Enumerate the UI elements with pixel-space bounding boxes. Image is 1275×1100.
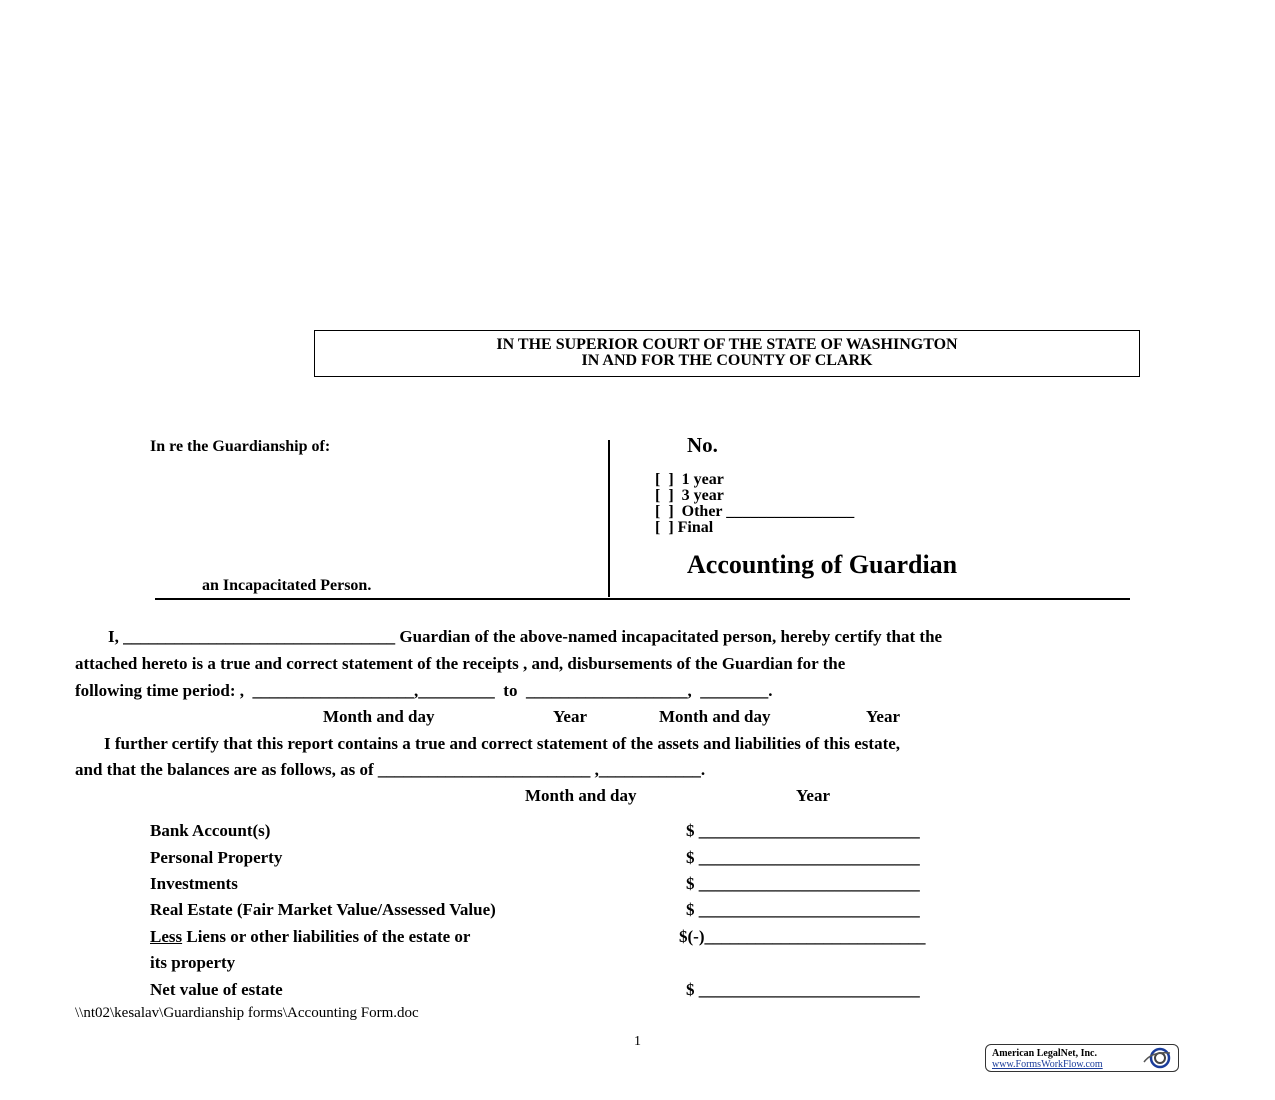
court-county-line: IN AND FOR THE COUNTY OF CLARK	[581, 352, 873, 369]
asset-amount-personal[interactable]: $ __________________________	[686, 848, 920, 867]
label-month-day-asof: Month and day	[525, 786, 637, 805]
document-title: Accounting of Guardian	[687, 550, 958, 579]
asset-amount-bank[interactable]: $ __________________________	[686, 821, 920, 840]
label-month-day-to: Month and day	[659, 707, 771, 726]
publisher-logo	[985, 1044, 1179, 1072]
certify-line-1: I, ________________________________ Guardian of the above-named incapacitated person, hereby certify that the	[108, 627, 943, 646]
file-path: \\nt02\kesalav\Guardianship forms\Accounting Form.doc	[75, 1005, 419, 1021]
option-1-year[interactable]: [ ] 1 year	[655, 471, 724, 488]
further-certify-line-1: I further certify that this report contains a true and correct statement of the assets and liabilities of this estate,	[104, 734, 901, 753]
case-number-label: No.	[687, 433, 718, 457]
label-year-to: Year	[866, 707, 900, 726]
liens-label-text: Liens or other liabilities of the estate or	[182, 927, 471, 946]
option-other[interactable]: [ ] Other ________________	[655, 503, 855, 520]
page-number: 1	[634, 1034, 641, 1049]
liens-label-line-2: its property	[150, 953, 236, 972]
option-final[interactable]: [ ] Final	[655, 519, 714, 536]
liens-amount[interactable]: $(-)__________________________	[679, 927, 926, 946]
party-label: an Incapacitated Person.	[202, 577, 372, 594]
caption-rule	[155, 598, 1130, 600]
certify-line-2: attached hereto is a true and correct statement of the receipts , and, disbursements of the Guardian for the	[75, 654, 846, 673]
certify-line-3: following time period: , ___________________,_________ to ___________________, ________.	[75, 681, 773, 700]
court-name-line: IN THE SUPERIOR COURT OF THE STATE OF WASHINGTON	[496, 336, 958, 353]
asset-amount-investments[interactable]: $ __________________________	[686, 874, 920, 893]
net-value-amount[interactable]: $ __________________________	[686, 980, 920, 999]
label-year-from: Year	[553, 707, 587, 726]
asset-label-investments: Investments	[150, 874, 238, 893]
publisher-name: American LegalNet, Inc.	[992, 1048, 1097, 1059]
in-re-label: In re the Guardianship of:	[150, 438, 331, 455]
further-certify-line-2: and that the balances are as follows, as of _________________________ ,____________.	[75, 760, 706, 779]
asset-label-real-estate: Real Estate (Fair Market Value/Assessed Value)	[150, 900, 496, 919]
net-value-label: Net value of estate	[150, 980, 283, 999]
label-year-asof: Year	[796, 786, 830, 805]
label-month-day-from: Month and day	[323, 707, 435, 726]
court-header	[314, 330, 1140, 377]
globe-icon	[1140, 1047, 1174, 1069]
liens-label	[150, 927, 470, 947]
asset-label-personal: Personal Property	[150, 848, 283, 867]
option-3-year[interactable]: [ ] 3 year	[655, 487, 724, 504]
caption-divider	[608, 440, 610, 597]
publisher-url[interactable]: www.FormsWorkFlow.com	[992, 1059, 1103, 1070]
asset-amount-real-estate[interactable]: $ __________________________	[686, 900, 920, 919]
asset-label-bank: Bank Account(s)	[150, 821, 271, 840]
less-word: Less	[150, 927, 183, 946]
